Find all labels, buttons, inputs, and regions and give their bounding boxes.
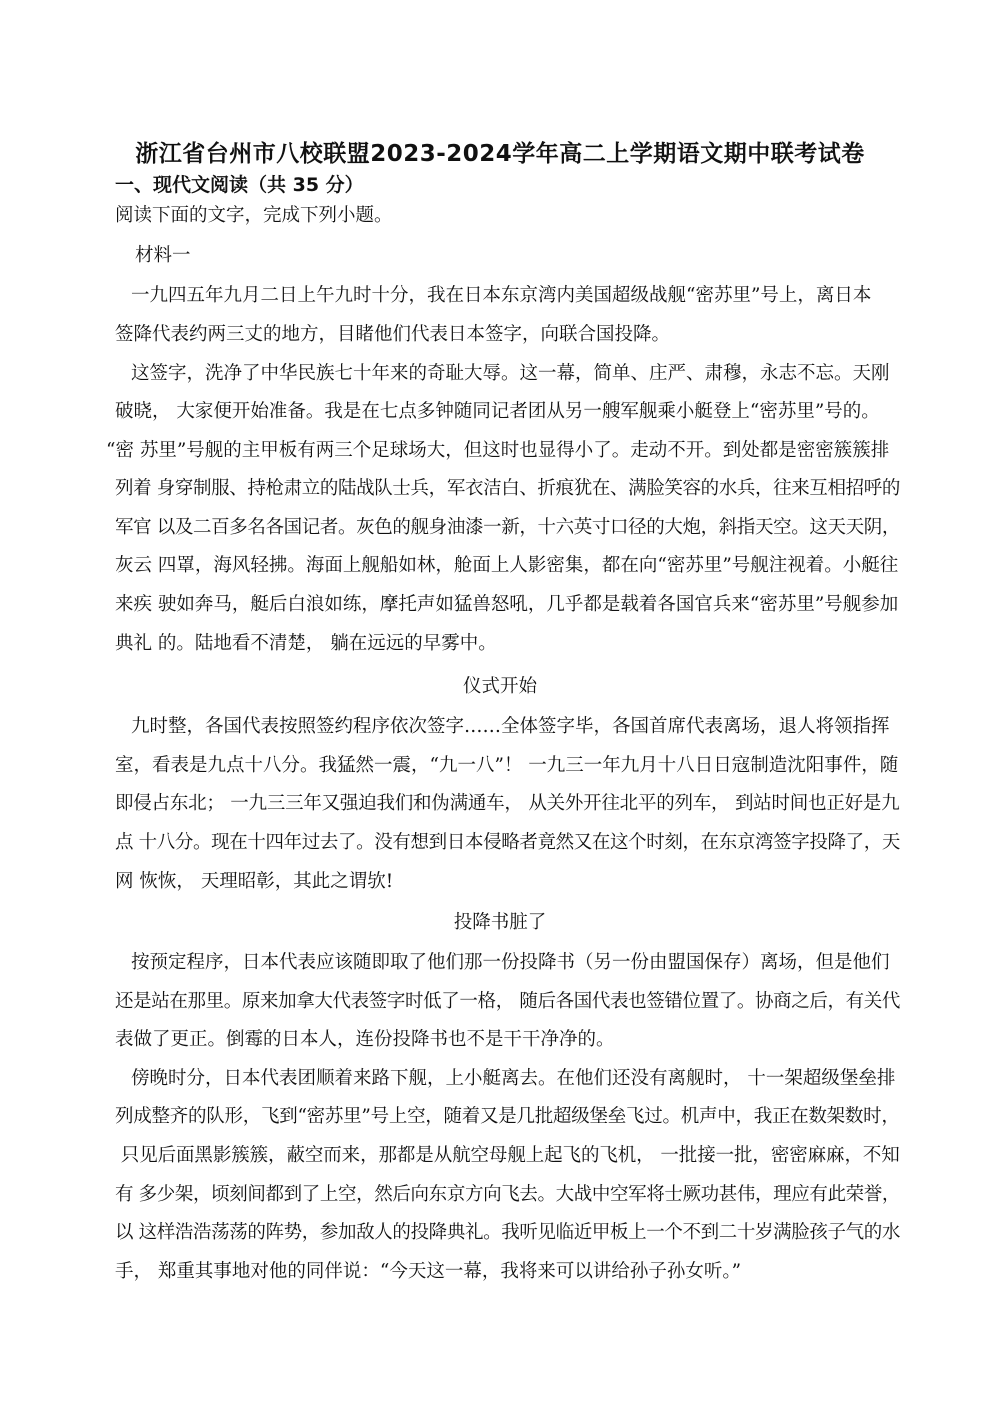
para5-line: 手， 郑重其事地对他的同伴说：“今天这一幕，我将来可以讲给孙子孙女听。”	[115, 1261, 742, 1282]
material-label: 材料一	[135, 245, 191, 266]
para5-line: 列成整齐的队形，飞到“密苏里”号上空，随着又是几批超级堡垒飞过。机声中，我正在数架数时，	[115, 1106, 900, 1127]
para5-line: 以 这样浩浩荡荡的阵势，参加敌人的投降典礼。我听见临近甲板上一个不到二十岁满脸孩子气的水	[115, 1222, 901, 1243]
para4-line: 表做了更正。倒霉的日本人，连份投降书也不是干干净净的。	[115, 1029, 615, 1050]
para3-line: 点 十八分。现在十四年过去了。没有想到日本侵略者竟然又在这个时刻，在东京湾签字投降了，天	[115, 832, 901, 853]
para1-line: 签降代表约两三丈的地方，目睹他们代表日本签字，向联合国投降。	[115, 324, 671, 345]
para3-line: 九时整，各国代表按照签约程序依次签字……全体签字毕，各国首席代表离场，退人将领指挥	[131, 716, 890, 737]
para2-line: 破晓， 大家便开始准备。我是在七点多钟随同记者团从另一艘军舰乘小艇登上“密苏里”号的。	[115, 401, 880, 422]
para5-line: 傍晚时分，日本代表团顺着来路下舰，上小艇离去。在他们还没有离舰时， 十一架超级堡垒排	[131, 1068, 896, 1089]
para3-line: 即侵占东北； 一九三三年又强迫我们和伪满通车， 从关外开往北平的列车， 到站时间也正好是九	[115, 793, 900, 814]
para2-line: 这签字，洗净了中华民族七十年来的奇耻大辱。这一幕，简单、庄严、肃穆，永志不忘。天刚	[131, 363, 890, 384]
para4-line: 按预定程序，日本代表应该随即取了他们那一份投降书（另一份由盟国保存）离场，但是他们	[131, 952, 890, 973]
section-heading: 一、现代文阅读（共 35 分）	[115, 174, 364, 196]
para5-line: 有 多少架，顷刻间都到了上空，然后向东京方向飞去。大战中空军将士厥功甚伟，理应有此荣誉，	[115, 1184, 901, 1205]
para2-line: 军官 以及二百多名各国记者。灰色的舰身油漆一新，十六英寸口径的大炮，斜指天空。这天天阴，	[115, 517, 901, 538]
para3-line: 室，看表是九点十八分。我猛然一震，“九一八”！ 一九三一年九月十八日日寇制造沈阳事件，随	[115, 755, 899, 776]
instruction-text: 阅读下面的文字，完成下列小题。	[115, 205, 393, 226]
para2-line: 来疾 驶如奔马，艇后白浪如练，摩托声如猛兽怒吼，几乎都是载着各国官兵来“密苏里”号舰参加	[115, 594, 899, 615]
para2-line: 典礼 的。陆地看不清楚， 躺在远远的早雾中。	[115, 633, 497, 654]
para2-line: 列着 身穿制服、持枪肃立的陆战队士兵，军衣洁白、折痕犹在、满脸笑容的水兵，往来互相招呼的	[115, 478, 901, 499]
page-title: 浙江省台州市八校联盟2023-2024学年高二上学期语文期中联考试卷	[135, 141, 865, 167]
para5-line: 只见后面黑影簇簇，蔽空而来，那都是从航空母舰上起飞的飞机， 一批接一批，密密麻麻，不知	[115, 1145, 900, 1166]
para2-line: “密 苏里”号舰的主甲板有两三个足球场大，但这时也显得小了。走动不开。到处都是密密簇簇排	[106, 440, 890, 461]
para4-line: 还是站在那里。原来加拿大代表签字时低了一格， 随后各国代表也签错位置了。协商之后，有关代	[115, 991, 901, 1012]
para1-line: 一九四五年九月二日上午九时十分，我在日本东京湾内美国超级战舰“密苏里”号上，离日本	[131, 285, 872, 306]
subheading-ceremony: 仪式开始	[462, 676, 537, 697]
para2-line: 灰云 四罩，海风轻拂。海面上舰船如林，舱面上人影密集，都在向“密苏里”号舰注视着。小艇往	[115, 555, 899, 576]
subheading-dirty-surrender: 投降书脏了	[453, 912, 547, 933]
para3-line: 网 恢恢， 天理昭彰，其此之谓欤!	[115, 871, 394, 892]
